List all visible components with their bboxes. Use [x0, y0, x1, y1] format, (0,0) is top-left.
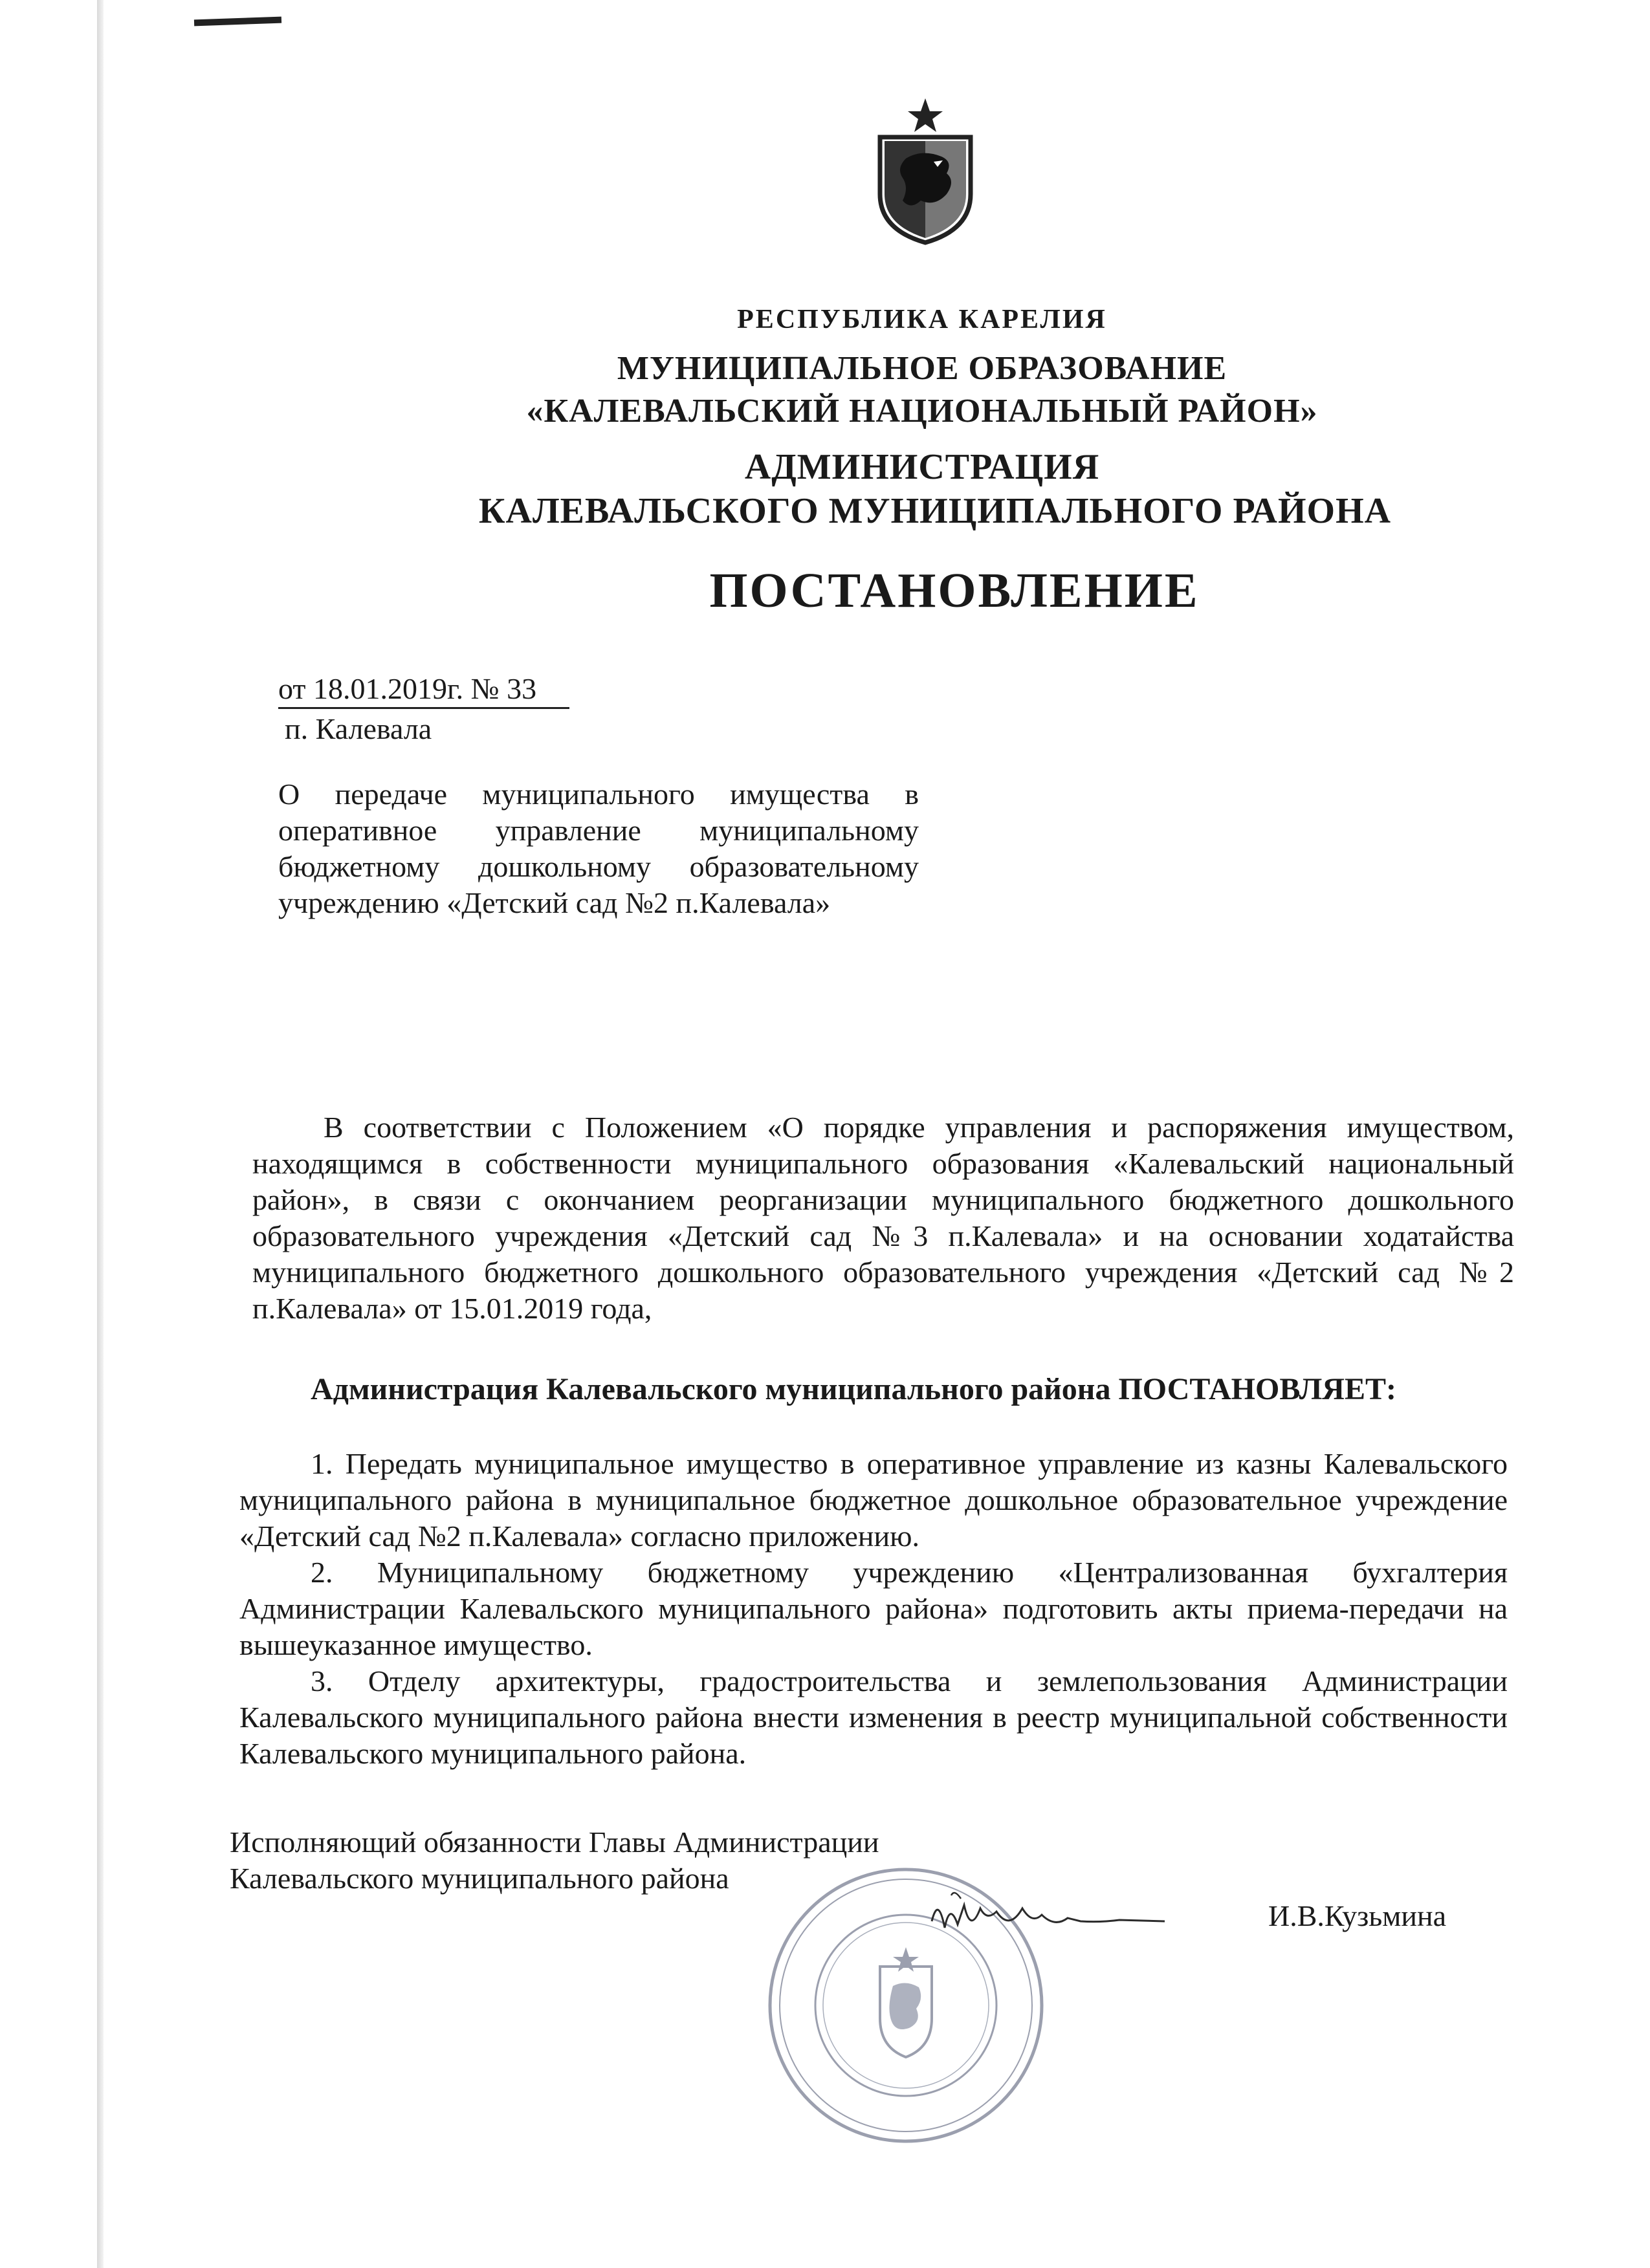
decree-item: 2. Муниципальному бюджетному учреждению «Централизованная бухгалтерия Администрации Калевальского муниципального района» подготовить акты приема-передачи на вышеуказанное имущество.: [239, 1556, 1508, 1661]
decree-items: [239, 1446, 1508, 1772]
header-municipality-line1: МУНИЦИПАЛЬНОЕ ОБРАЗОВАНИЕ: [617, 350, 1227, 387]
karelia-coat-of-arms-icon: [870, 97, 980, 246]
preamble-text: В соответствии с Положением «О порядке управления и распоряжения имуществом, находящимся в собственности муниципального образования «Калевальский национальный район», в связи с окончанием реорганизации муниципального бюджетного дошкольного образовательного учреждения «Детский сад №3 п.Калевала» и на основании ходатайства муниципального бюджетного дошкольного образовательного учреждения «Детский сад №2 п.Калевала» от 15.01.2019 года,: [252, 1111, 1514, 1325]
header-administration-line2: КАЛЕВАЛЬСКОГО МУНИЦИПАЛЬНОГО РАЙОНА: [478, 491, 1392, 531]
scan-mark: [194, 17, 281, 27]
preamble-block: [252, 1109, 1514, 1327]
header-republic: РЕСПУБЛИКА КАРЕЛИЯ: [737, 305, 1107, 334]
header-administration-line1: АДМИНИСТРАЦИЯ: [744, 447, 1100, 487]
header-municipality-line2: «КАЛЕВАЛЬСКИЙ НАЦИОНАЛЬНЫЙ РАЙОН»: [526, 393, 1318, 430]
document-date-number: от 18.01.2019г. № 33: [278, 671, 569, 709]
signatory-name: И.В.Кузьмина: [1268, 1899, 1447, 1932]
decree-heading: Администрация Калевальского муниципального района ПОСТАНОВЛЯЕТ:: [311, 1372, 1396, 1406]
signatory-title-line1: Исполняющий обязанности Главы Администрации: [230, 1826, 879, 1859]
decree-item: 3. Отделу архитектуры, градостроительства и землепользования Администрации Калевальского муниципального района внести изменения в реестр муниципальной собственности Калевальского муниципального района.: [239, 1664, 1508, 1770]
document-subject: О передаче муниципального имущества в оперативное управление муниципальному бюджетному дошкольному образовательному учреждению «Детский сад №2 п.Калевала»: [278, 778, 919, 919]
document-type-title: ПОСТАНОВЛЕНИЕ: [709, 563, 1200, 618]
document-place: п. Калевала: [285, 712, 432, 745]
handwritten-signature-icon: [925, 1882, 1171, 1954]
signatory-title-line2: Калевальского муниципального района: [230, 1862, 729, 1895]
decree-item: 1. Передать муниципальное имущество в оперативное управление из казны Калевальского муниципального района в муниципальное бюджетное дошкольное образовательное учреждение «Детский сад №2 п.Калевала» согласно приложению.: [239, 1447, 1508, 1553]
scan-edge: [97, 0, 104, 2268]
